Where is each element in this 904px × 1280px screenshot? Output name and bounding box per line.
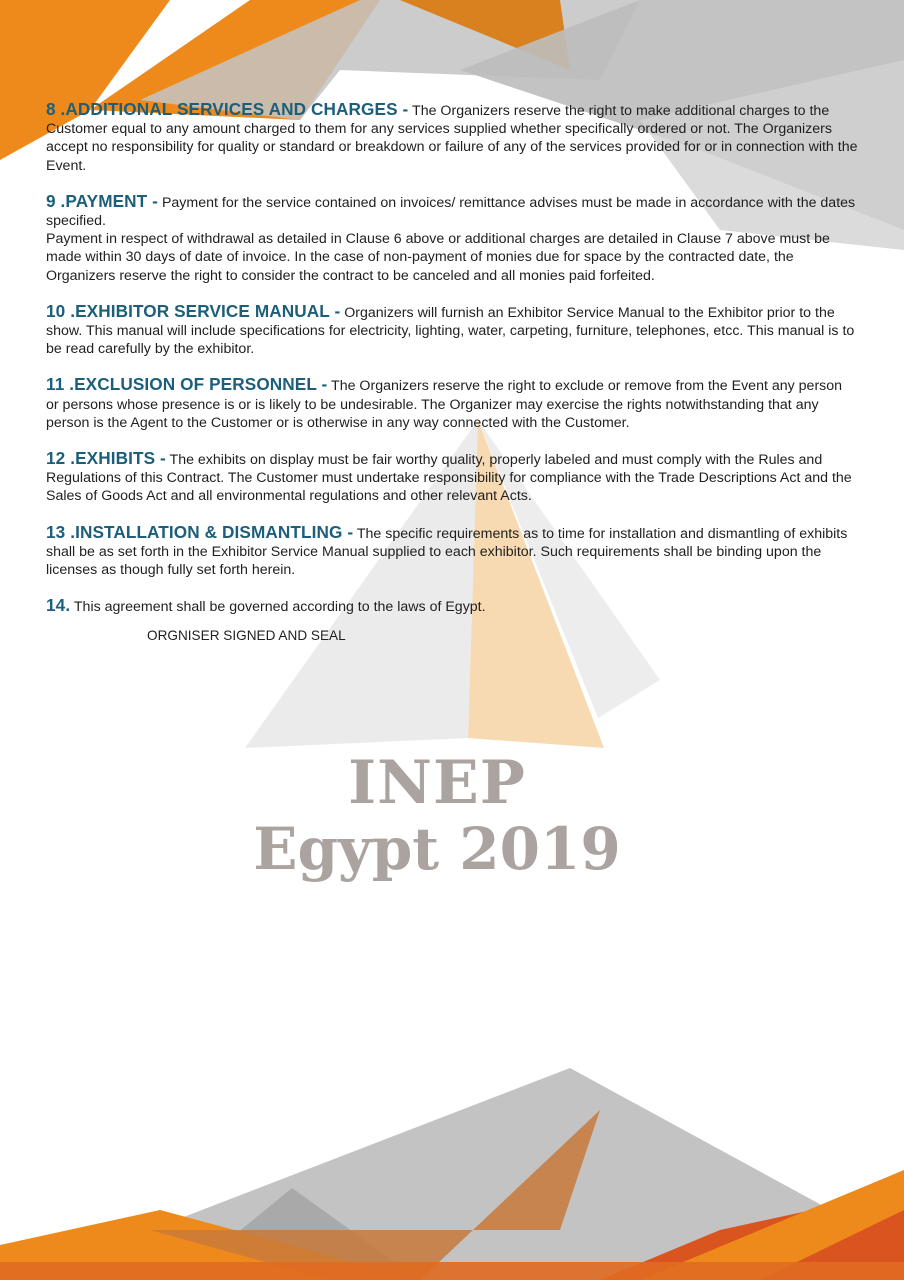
clause-heading: 9 .PAYMENT - [46, 190, 158, 211]
clause-body: The Organizers reserve the right to exclude or remove from the Event any person or persons whose presence is or is likely to be undesirable. The Organizer may exercise the rights notwithstanding that any person is the Agent to the Customer or is otherwise in any way connected with the Customer. [46, 378, 843, 431]
clause-body: This agreement shall be governed according to the laws of Egypt. [70, 599, 486, 616]
clause-heading: 10 .EXHIBITOR SERVICE MANUAL - [46, 300, 341, 321]
clause-heading: 13 .INSTALLATION & DISMANTLING - [46, 521, 354, 542]
clause-body-paragraph-2: Payment in respect of withdrawal as detailed in Clause 6 above or additional charges are detailed in Clause 7 above must be made within 30 days of date of invoice. In the case of non-payment of monies due for space by the contracted date, the Organizers reserve the right to consider the contract to be canceled and all monies paid forfeited. [46, 231, 830, 284]
clause-13 [46, 523, 858, 580]
bottom-red-band [0, 1262, 904, 1280]
clause-body: The specific requirements as to time for installation and dismantling of exhibits shall be as set forth in the Exhibitor Service Manual supplied to each exhibitor. Such requirements shall be binding upon the licenses as though fully set forth herein. [46, 525, 848, 579]
clause-8 [46, 100, 858, 175]
signature-label: ORGNISER SIGNED AND SEAL [147, 628, 346, 643]
clause-body: The Organizers reserve the right to make additional charges to the Customer equal to any amount charged to them for any services supplied whether specifically ordered or not. The Organizers accept no responsibility for quality or standard or breakdown or failure of any of the services provided for or in connection with the Event. [46, 103, 858, 174]
clause-heading: 12 .EXHIBITS - [46, 448, 166, 469]
terms-content [46, 100, 858, 633]
clause-9 [46, 192, 858, 285]
clause-heading: 14. [46, 595, 71, 616]
clause-body: Organizers will furnish an Exhibitor Service Manual to the Exhibitor prior to the show. This manual will include specifications for electricity, lighting, water, carpeting, furniture, telephones, etcc. This manual is to be read carefully by the exhibitor. [46, 304, 855, 358]
clause-12 [46, 449, 858, 506]
watermark-title: INEP [348, 748, 526, 818]
clause-heading: 8 .ADDITIONAL SERVICES AND CHARGES - [46, 99, 409, 119]
watermark-subtitle: Egypt 2019 [253, 815, 621, 883]
clause-10 [46, 302, 858, 359]
clause-11 [46, 375, 858, 432]
clause-heading: 11 .EXCLUSION OF PERSONNEL - [46, 374, 328, 395]
clause-14 [46, 596, 858, 616]
clause-body: The exhibits on display must be fair worthy quality, properly labeled and must comply with the Rules and Regulations of this Contract. The Customer must undertake responsibility for compliance with the Trade Descriptions Act and the Sales of Goods Act and all environmental regulations and other relevant Acts. [46, 452, 852, 505]
clause-body: Payment for the service contained on invoices/ remittance advises must be made in accordance with the dates specified. [46, 194, 856, 230]
